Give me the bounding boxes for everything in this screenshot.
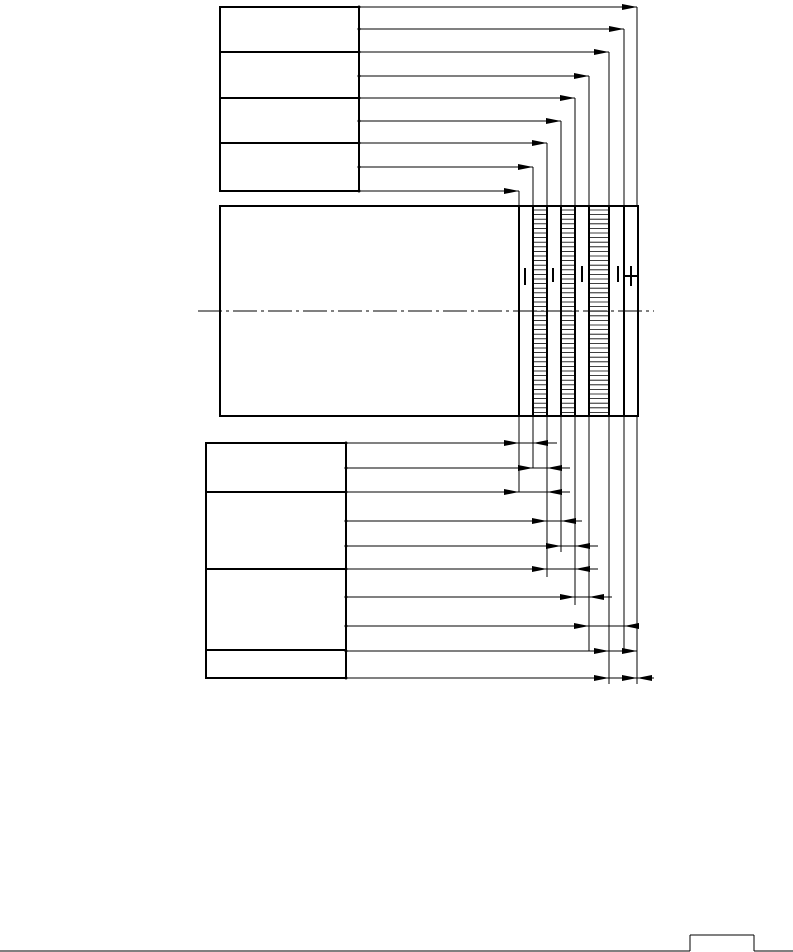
arrowhead xyxy=(594,49,609,55)
leader-dot xyxy=(358,190,361,193)
arrowhead xyxy=(532,518,547,524)
leader-dot xyxy=(358,75,361,78)
arrowhead xyxy=(504,489,519,495)
arrowhead xyxy=(533,440,548,446)
arrowhead xyxy=(594,648,609,654)
leader-dot xyxy=(358,6,361,9)
arrowhead xyxy=(518,164,533,170)
upper-dimension-table xyxy=(220,7,359,191)
arrowhead xyxy=(547,465,562,471)
leader-dot xyxy=(345,568,348,571)
arrowhead xyxy=(546,118,561,124)
leader-dot xyxy=(345,677,348,680)
arrowhead xyxy=(560,594,575,600)
arrowhead xyxy=(547,489,562,495)
arrowhead xyxy=(532,566,547,572)
arrowhead xyxy=(575,543,590,549)
leader-dot xyxy=(358,51,361,54)
leader-dot xyxy=(345,625,348,628)
arrowhead xyxy=(589,594,604,600)
lower-dimension-table xyxy=(206,443,346,678)
leader-dot xyxy=(345,650,348,653)
arrowhead xyxy=(574,623,589,629)
extension-lines xyxy=(519,7,637,684)
leader-dot xyxy=(358,28,361,31)
leader-dot xyxy=(345,545,348,548)
lower-dimension-leaders xyxy=(345,440,655,681)
band-ticks xyxy=(525,266,638,286)
arrowhead xyxy=(574,73,589,79)
arrowhead xyxy=(546,543,561,549)
leader-dot xyxy=(358,97,361,100)
leader-dot xyxy=(358,142,361,145)
arrowhead xyxy=(561,518,576,524)
leader-dot xyxy=(345,520,348,523)
arrowhead xyxy=(609,26,624,32)
arrowhead xyxy=(575,566,590,572)
arrowhead xyxy=(622,675,637,681)
upper-dimension-leaders xyxy=(358,4,638,194)
leader-dot xyxy=(345,491,348,494)
arrowhead xyxy=(532,140,547,146)
leader-dot xyxy=(345,596,348,599)
leader-dot xyxy=(345,442,348,445)
arrowhead xyxy=(504,440,519,446)
page-footer xyxy=(0,935,793,951)
arrowhead xyxy=(594,675,609,681)
leader-dot xyxy=(358,120,361,123)
leader-dot xyxy=(345,467,348,470)
arrowhead xyxy=(504,188,519,194)
arrowhead xyxy=(637,675,652,681)
leader-dot xyxy=(358,166,361,169)
arrowhead xyxy=(560,95,575,101)
arrowhead xyxy=(622,4,637,10)
arrowhead xyxy=(518,465,533,471)
